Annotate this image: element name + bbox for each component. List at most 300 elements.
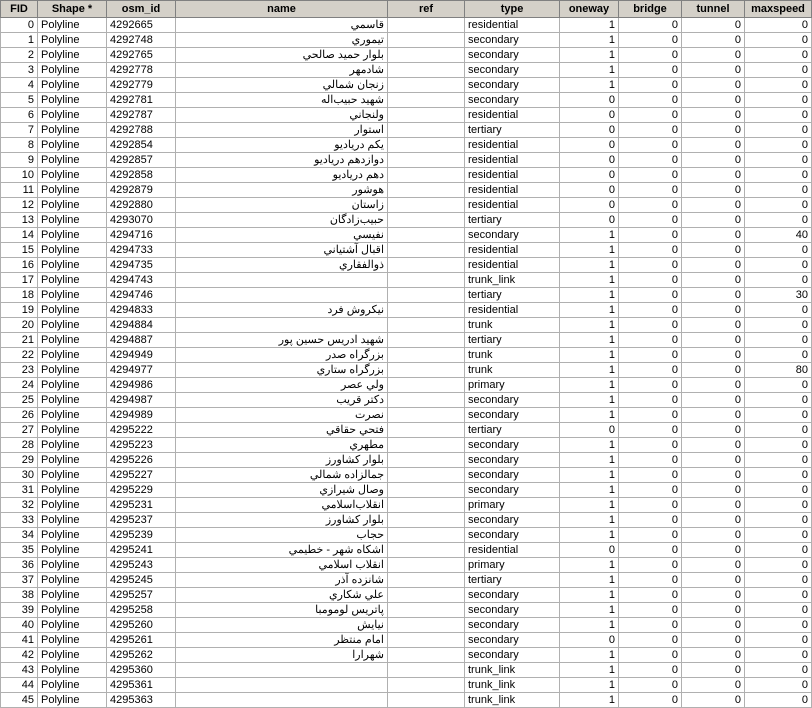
cell-osm-id[interactable]: 4292778 — [107, 63, 176, 78]
cell-shape[interactable]: Polyline — [38, 33, 107, 48]
cell-tunnel[interactable]: 0 — [682, 63, 745, 78]
cell-osm-id[interactable]: 4295245 — [107, 573, 176, 588]
cell-maxspeed[interactable]: 0 — [745, 633, 812, 648]
cell-fid[interactable]: 5 — [1, 93, 38, 108]
cell-maxspeed[interactable]: 0 — [745, 333, 812, 348]
cell-osm-id[interactable]: 4294735 — [107, 258, 176, 273]
cell-fid[interactable]: 4 — [1, 78, 38, 93]
cell-name[interactable]: بزرگراه صدر — [176, 348, 388, 363]
cell-oneway[interactable]: 1 — [560, 318, 619, 333]
cell-name[interactable]: ولي عصر — [176, 378, 388, 393]
cell-maxspeed[interactable]: 0 — [745, 198, 812, 213]
cell-type[interactable]: trunk_link — [465, 678, 560, 693]
table-row[interactable] — [1, 303, 812, 318]
cell-bridge[interactable]: 0 — [619, 543, 682, 558]
column-header-oneway[interactable]: oneway — [560, 1, 619, 18]
cell-maxspeed[interactable]: 0 — [745, 93, 812, 108]
cell-maxspeed[interactable]: 0 — [745, 408, 812, 423]
cell-bridge[interactable]: 0 — [619, 558, 682, 573]
cell-oneway[interactable]: 1 — [560, 273, 619, 288]
cell-bridge[interactable]: 0 — [619, 183, 682, 198]
table-row[interactable] — [1, 48, 812, 63]
cell-oneway[interactable]: 1 — [560, 678, 619, 693]
cell-type[interactable]: residential — [465, 183, 560, 198]
cell-fid[interactable]: 9 — [1, 153, 38, 168]
cell-maxspeed[interactable]: 0 — [745, 303, 812, 318]
cell-type[interactable]: tertiary — [465, 423, 560, 438]
cell-fid[interactable]: 36 — [1, 558, 38, 573]
cell-osm-id[interactable]: 4294716 — [107, 228, 176, 243]
cell-bridge[interactable]: 0 — [619, 48, 682, 63]
cell-osm-id[interactable]: 4294986 — [107, 378, 176, 393]
cell-bridge[interactable]: 0 — [619, 153, 682, 168]
cell-maxspeed[interactable]: 0 — [745, 558, 812, 573]
cell-osm-id[interactable]: 4295241 — [107, 543, 176, 558]
cell-tunnel[interactable]: 0 — [682, 213, 745, 228]
cell-name[interactable] — [176, 663, 388, 678]
cell-bridge[interactable]: 0 — [619, 423, 682, 438]
cell-maxspeed[interactable]: 0 — [745, 213, 812, 228]
cell-fid[interactable]: 44 — [1, 678, 38, 693]
cell-osm-id[interactable]: 4295227 — [107, 468, 176, 483]
cell-oneway[interactable]: 1 — [560, 333, 619, 348]
cell-oneway[interactable]: 1 — [560, 303, 619, 318]
cell-type[interactable]: residential — [465, 18, 560, 33]
cell-tunnel[interactable]: 0 — [682, 18, 745, 33]
cell-osm-id[interactable]: 4295258 — [107, 603, 176, 618]
cell-type[interactable]: residential — [465, 138, 560, 153]
cell-name[interactable] — [176, 678, 388, 693]
cell-type[interactable]: secondary — [465, 513, 560, 528]
cell-tunnel[interactable]: 0 — [682, 243, 745, 258]
column-header-type[interactable]: type — [465, 1, 560, 18]
cell-ref[interactable] — [388, 258, 465, 273]
cell-fid[interactable]: 26 — [1, 408, 38, 423]
cell-name[interactable]: پاتريس لومومبا — [176, 603, 388, 618]
cell-tunnel[interactable]: 0 — [682, 423, 745, 438]
cell-ref[interactable] — [388, 498, 465, 513]
cell-ref[interactable] — [388, 303, 465, 318]
cell-maxspeed[interactable]: 0 — [745, 498, 812, 513]
cell-tunnel[interactable]: 0 — [682, 693, 745, 708]
column-header-bridge[interactable]: bridge — [619, 1, 682, 18]
cell-bridge[interactable]: 0 — [619, 528, 682, 543]
cell-bridge[interactable]: 0 — [619, 228, 682, 243]
cell-bridge[interactable]: 0 — [619, 678, 682, 693]
cell-fid[interactable]: 40 — [1, 618, 38, 633]
table-row[interactable] — [1, 123, 812, 138]
cell-maxspeed[interactable]: 0 — [745, 33, 812, 48]
cell-type[interactable]: primary — [465, 378, 560, 393]
cell-osm-id[interactable]: 4292858 — [107, 168, 176, 183]
cell-tunnel[interactable]: 0 — [682, 228, 745, 243]
cell-name[interactable]: اقبال آشتياني — [176, 243, 388, 258]
cell-name[interactable] — [176, 273, 388, 288]
cell-shape[interactable]: Polyline — [38, 453, 107, 468]
cell-ref[interactable] — [388, 183, 465, 198]
cell-maxspeed[interactable]: 0 — [745, 453, 812, 468]
cell-ref[interactable] — [388, 33, 465, 48]
cell-fid[interactable]: 25 — [1, 393, 38, 408]
cell-shape[interactable]: Polyline — [38, 153, 107, 168]
cell-oneway[interactable]: 1 — [560, 648, 619, 663]
table-row[interactable] — [1, 288, 812, 303]
cell-type[interactable]: residential — [465, 108, 560, 123]
cell-shape[interactable]: Polyline — [38, 663, 107, 678]
cell-type[interactable]: residential — [465, 258, 560, 273]
cell-tunnel[interactable]: 0 — [682, 663, 745, 678]
cell-type[interactable]: secondary — [465, 588, 560, 603]
cell-maxspeed[interactable]: 0 — [745, 588, 812, 603]
cell-osm-id[interactable]: 4292880 — [107, 198, 176, 213]
cell-maxspeed[interactable]: 0 — [745, 183, 812, 198]
cell-type[interactable]: residential — [465, 153, 560, 168]
cell-fid[interactable]: 6 — [1, 108, 38, 123]
cell-maxspeed[interactable]: 0 — [745, 678, 812, 693]
table-row[interactable] — [1, 243, 812, 258]
cell-shape[interactable]: Polyline — [38, 123, 107, 138]
cell-maxspeed[interactable]: 0 — [745, 648, 812, 663]
cell-shape[interactable]: Polyline — [38, 48, 107, 63]
cell-type[interactable]: tertiary — [465, 573, 560, 588]
cell-osm-id[interactable]: 4292665 — [107, 18, 176, 33]
cell-name[interactable]: وصال شيرازي — [176, 483, 388, 498]
cell-type[interactable]: secondary — [465, 438, 560, 453]
cell-ref[interactable] — [388, 348, 465, 363]
cell-ref[interactable] — [388, 78, 465, 93]
cell-maxspeed[interactable]: 0 — [745, 123, 812, 138]
cell-osm-id[interactable]: 4295262 — [107, 648, 176, 663]
cell-maxspeed[interactable]: 0 — [745, 693, 812, 708]
cell-shape[interactable]: Polyline — [38, 213, 107, 228]
cell-oneway[interactable]: 1 — [560, 348, 619, 363]
cell-name[interactable]: زنجان شمالي — [176, 78, 388, 93]
cell-maxspeed[interactable]: 0 — [745, 663, 812, 678]
table-row[interactable] — [1, 18, 812, 33]
cell-tunnel[interactable]: 0 — [682, 303, 745, 318]
cell-name[interactable]: ذوالفقاري — [176, 258, 388, 273]
cell-osm-id[interactable]: 4295243 — [107, 558, 176, 573]
cell-type[interactable]: secondary — [465, 648, 560, 663]
table-row[interactable] — [1, 228, 812, 243]
cell-maxspeed[interactable]: 0 — [745, 153, 812, 168]
cell-type[interactable]: tertiary — [465, 333, 560, 348]
cell-bridge[interactable]: 0 — [619, 618, 682, 633]
cell-oneway[interactable]: 1 — [560, 603, 619, 618]
cell-oneway[interactable]: 1 — [560, 33, 619, 48]
table-row[interactable] — [1, 453, 812, 468]
table-row[interactable] — [1, 408, 812, 423]
cell-type[interactable]: secondary — [465, 393, 560, 408]
cell-name[interactable] — [176, 318, 388, 333]
table-row[interactable] — [1, 618, 812, 633]
cell-ref[interactable] — [388, 468, 465, 483]
cell-ref[interactable] — [388, 663, 465, 678]
cell-fid[interactable]: 30 — [1, 468, 38, 483]
cell-shape[interactable]: Polyline — [38, 348, 107, 363]
table-row[interactable] — [1, 528, 812, 543]
cell-osm-id[interactable]: 4295360 — [107, 663, 176, 678]
cell-maxspeed[interactable]: 0 — [745, 63, 812, 78]
cell-bridge[interactable]: 0 — [619, 393, 682, 408]
cell-type[interactable]: tertiary — [465, 123, 560, 138]
cell-type[interactable]: residential — [465, 303, 560, 318]
cell-oneway[interactable]: 1 — [560, 228, 619, 243]
cell-fid[interactable]: 42 — [1, 648, 38, 663]
cell-fid[interactable]: 22 — [1, 348, 38, 363]
cell-osm-id[interactable]: 4292788 — [107, 123, 176, 138]
cell-bridge[interactable]: 0 — [619, 198, 682, 213]
cell-maxspeed[interactable]: 0 — [745, 573, 812, 588]
cell-maxspeed[interactable]: 0 — [745, 48, 812, 63]
cell-fid[interactable]: 28 — [1, 438, 38, 453]
table-row[interactable] — [1, 63, 812, 78]
cell-osm-id[interactable]: 4295226 — [107, 453, 176, 468]
table-row[interactable] — [1, 93, 812, 108]
cell-maxspeed[interactable]: 0 — [745, 618, 812, 633]
cell-fid[interactable]: 20 — [1, 318, 38, 333]
cell-oneway[interactable]: 1 — [560, 378, 619, 393]
table-row[interactable] — [1, 258, 812, 273]
cell-name[interactable]: شادمهر — [176, 63, 388, 78]
cell-fid[interactable]: 33 — [1, 513, 38, 528]
cell-ref[interactable] — [388, 363, 465, 378]
cell-osm-id[interactable]: 4293070 — [107, 213, 176, 228]
cell-bridge[interactable]: 0 — [619, 453, 682, 468]
cell-maxspeed[interactable]: 30 — [745, 288, 812, 303]
cell-osm-id[interactable]: 4292879 — [107, 183, 176, 198]
cell-type[interactable]: residential — [465, 243, 560, 258]
cell-type[interactable]: secondary — [465, 48, 560, 63]
cell-osm-id[interactable]: 4292779 — [107, 78, 176, 93]
cell-name[interactable] — [176, 288, 388, 303]
cell-bridge[interactable]: 0 — [619, 348, 682, 363]
cell-tunnel[interactable]: 0 — [682, 93, 745, 108]
cell-name[interactable]: يكم درياديو — [176, 138, 388, 153]
cell-fid[interactable]: 8 — [1, 138, 38, 153]
table-row[interactable] — [1, 588, 812, 603]
cell-ref[interactable] — [388, 588, 465, 603]
cell-type[interactable]: trunk_link — [465, 663, 560, 678]
cell-oneway[interactable]: 0 — [560, 93, 619, 108]
cell-tunnel[interactable]: 0 — [682, 603, 745, 618]
cell-shape[interactable]: Polyline — [38, 693, 107, 708]
cell-ref[interactable] — [388, 648, 465, 663]
cell-type[interactable]: secondary — [465, 528, 560, 543]
cell-ref[interactable] — [388, 528, 465, 543]
cell-oneway[interactable]: 0 — [560, 183, 619, 198]
cell-type[interactable]: secondary — [465, 453, 560, 468]
cell-tunnel[interactable]: 0 — [682, 198, 745, 213]
cell-bridge[interactable]: 0 — [619, 363, 682, 378]
cell-maxspeed[interactable]: 0 — [745, 483, 812, 498]
cell-shape[interactable]: Polyline — [38, 273, 107, 288]
cell-name[interactable]: اشكاه شهر - خطيمي — [176, 543, 388, 558]
cell-ref[interactable] — [388, 48, 465, 63]
cell-fid[interactable]: 37 — [1, 573, 38, 588]
cell-type[interactable]: trunk_link — [465, 693, 560, 708]
cell-tunnel[interactable]: 0 — [682, 393, 745, 408]
cell-name[interactable]: بلوار كشاورز — [176, 513, 388, 528]
cell-shape[interactable]: Polyline — [38, 333, 107, 348]
table-row[interactable] — [1, 378, 812, 393]
cell-type[interactable]: primary — [465, 498, 560, 513]
cell-ref[interactable] — [388, 213, 465, 228]
cell-type[interactable]: secondary — [465, 603, 560, 618]
table-row[interactable] — [1, 138, 812, 153]
cell-type[interactable]: secondary — [465, 93, 560, 108]
cell-name[interactable]: امام منتظر — [176, 633, 388, 648]
cell-osm-id[interactable]: 4294977 — [107, 363, 176, 378]
cell-ref[interactable] — [388, 408, 465, 423]
cell-bridge[interactable]: 0 — [619, 498, 682, 513]
table-row[interactable] — [1, 363, 812, 378]
cell-osm-id[interactable]: 4294833 — [107, 303, 176, 318]
cell-bridge[interactable]: 0 — [619, 633, 682, 648]
cell-fid[interactable]: 32 — [1, 498, 38, 513]
cell-fid[interactable]: 18 — [1, 288, 38, 303]
cell-name[interactable]: بزرگراه ستاري — [176, 363, 388, 378]
table-row[interactable] — [1, 438, 812, 453]
cell-bridge[interactable]: 0 — [619, 513, 682, 528]
cell-bridge[interactable]: 0 — [619, 408, 682, 423]
cell-ref[interactable] — [388, 633, 465, 648]
table-row[interactable] — [1, 678, 812, 693]
cell-osm-id[interactable]: 4295261 — [107, 633, 176, 648]
cell-osm-id[interactable]: 4294884 — [107, 318, 176, 333]
cell-oneway[interactable]: 1 — [560, 78, 619, 93]
cell-shape[interactable]: Polyline — [38, 528, 107, 543]
cell-ref[interactable] — [388, 168, 465, 183]
cell-shape[interactable]: Polyline — [38, 513, 107, 528]
cell-fid[interactable]: 3 — [1, 63, 38, 78]
table-row[interactable] — [1, 333, 812, 348]
cell-shape[interactable]: Polyline — [38, 18, 107, 33]
cell-tunnel[interactable]: 0 — [682, 438, 745, 453]
table-row[interactable] — [1, 633, 812, 648]
cell-ref[interactable] — [388, 108, 465, 123]
cell-shape[interactable]: Polyline — [38, 543, 107, 558]
cell-shape[interactable]: Polyline — [38, 363, 107, 378]
cell-ref[interactable] — [388, 63, 465, 78]
cell-ref[interactable] — [388, 483, 465, 498]
cell-type[interactable]: secondary — [465, 33, 560, 48]
cell-ref[interactable] — [388, 393, 465, 408]
cell-name[interactable]: استوار — [176, 123, 388, 138]
cell-oneway[interactable]: 1 — [560, 588, 619, 603]
cell-fid[interactable]: 23 — [1, 363, 38, 378]
cell-osm-id[interactable]: 4294743 — [107, 273, 176, 288]
cell-tunnel[interactable]: 0 — [682, 258, 745, 273]
cell-ref[interactable] — [388, 573, 465, 588]
cell-oneway[interactable]: 1 — [560, 18, 619, 33]
cell-shape[interactable]: Polyline — [38, 288, 107, 303]
cell-maxspeed[interactable]: 0 — [745, 543, 812, 558]
cell-osm-id[interactable]: 4295222 — [107, 423, 176, 438]
table-row[interactable] — [1, 468, 812, 483]
cell-oneway[interactable]: 1 — [560, 438, 619, 453]
table-row[interactable] — [1, 558, 812, 573]
cell-maxspeed[interactable]: 0 — [745, 78, 812, 93]
table-row[interactable] — [1, 483, 812, 498]
table-row[interactable] — [1, 168, 812, 183]
cell-tunnel[interactable]: 0 — [682, 558, 745, 573]
cell-maxspeed[interactable]: 0 — [745, 108, 812, 123]
cell-fid[interactable]: 29 — [1, 453, 38, 468]
cell-fid[interactable]: 17 — [1, 273, 38, 288]
cell-ref[interactable] — [388, 288, 465, 303]
column-header-ref[interactable]: ref — [388, 1, 465, 18]
cell-tunnel[interactable]: 0 — [682, 363, 745, 378]
cell-tunnel[interactable]: 0 — [682, 408, 745, 423]
cell-oneway[interactable]: 0 — [560, 123, 619, 138]
cell-oneway[interactable]: 1 — [560, 498, 619, 513]
cell-osm-id[interactable]: 4294989 — [107, 408, 176, 423]
cell-shape[interactable]: Polyline — [38, 483, 107, 498]
cell-name[interactable]: انقلاب اسلامي — [176, 558, 388, 573]
cell-name[interactable]: نفيسي — [176, 228, 388, 243]
cell-tunnel[interactable]: 0 — [682, 528, 745, 543]
cell-bridge[interactable]: 0 — [619, 588, 682, 603]
cell-shape[interactable]: Polyline — [38, 168, 107, 183]
cell-shape[interactable]: Polyline — [38, 183, 107, 198]
cell-shape[interactable]: Polyline — [38, 618, 107, 633]
cell-oneway[interactable]: 1 — [560, 258, 619, 273]
cell-oneway[interactable]: 1 — [560, 453, 619, 468]
cell-bridge[interactable]: 0 — [619, 378, 682, 393]
cell-oneway[interactable]: 1 — [560, 468, 619, 483]
cell-oneway[interactable]: 0 — [560, 213, 619, 228]
cell-oneway[interactable]: 0 — [560, 108, 619, 123]
cell-bridge[interactable]: 0 — [619, 258, 682, 273]
cell-maxspeed[interactable]: 0 — [745, 393, 812, 408]
cell-bridge[interactable]: 0 — [619, 468, 682, 483]
column-header-tunnel[interactable]: tunnel — [682, 1, 745, 18]
cell-oneway[interactable]: 1 — [560, 483, 619, 498]
cell-maxspeed[interactable]: 0 — [745, 528, 812, 543]
cell-bridge[interactable]: 0 — [619, 123, 682, 138]
cell-name[interactable]: شهيد ادريس حسين پور — [176, 333, 388, 348]
cell-name[interactable]: ولنجاني — [176, 108, 388, 123]
cell-ref[interactable] — [388, 153, 465, 168]
cell-tunnel[interactable]: 0 — [682, 483, 745, 498]
cell-bridge[interactable]: 0 — [619, 18, 682, 33]
cell-bridge[interactable]: 0 — [619, 648, 682, 663]
cell-oneway[interactable]: 0 — [560, 198, 619, 213]
table-row[interactable] — [1, 153, 812, 168]
cell-oneway[interactable]: 1 — [560, 243, 619, 258]
cell-tunnel[interactable]: 0 — [682, 633, 745, 648]
cell-maxspeed[interactable]: 0 — [745, 423, 812, 438]
cell-type[interactable]: secondary — [465, 468, 560, 483]
cell-name[interactable]: نيايش — [176, 618, 388, 633]
cell-shape[interactable]: Polyline — [38, 558, 107, 573]
cell-fid[interactable]: 39 — [1, 603, 38, 618]
cell-maxspeed[interactable]: 0 — [745, 318, 812, 333]
cell-oneway[interactable]: 0 — [560, 138, 619, 153]
cell-ref[interactable] — [388, 228, 465, 243]
cell-oneway[interactable]: 1 — [560, 408, 619, 423]
column-header-maxspeed[interactable]: maxspeed — [745, 1, 812, 18]
cell-shape[interactable]: Polyline — [38, 318, 107, 333]
cell-type[interactable]: tertiary — [465, 213, 560, 228]
table-row[interactable] — [1, 78, 812, 93]
cell-osm-id[interactable]: 4292854 — [107, 138, 176, 153]
cell-tunnel[interactable]: 0 — [682, 108, 745, 123]
cell-tunnel[interactable]: 0 — [682, 48, 745, 63]
cell-type[interactable]: trunk — [465, 348, 560, 363]
cell-name[interactable]: بلوار كشاورز — [176, 453, 388, 468]
